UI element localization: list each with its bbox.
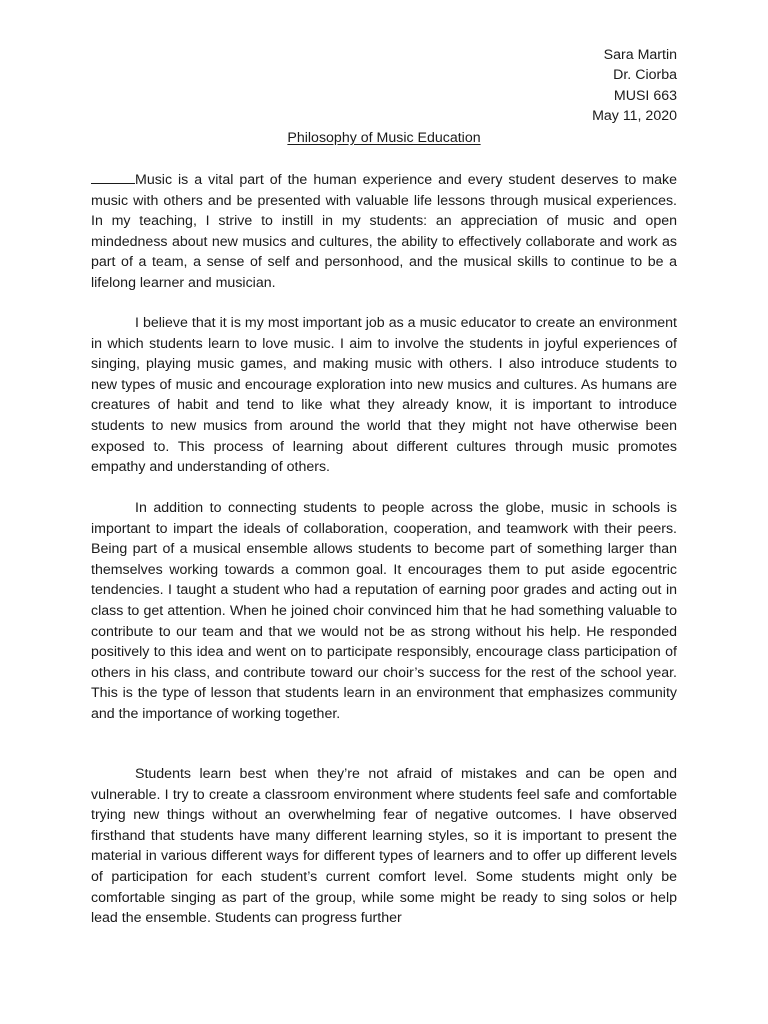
underline-blank xyxy=(91,170,135,184)
paragraph-3-text: In addition to connecting students to people across the globe, music in schools is important to impart the ideals of collaboration, cooperation, and teamwork with their peers. Being part of a musical ensemble allows students to become part of something larger than themselves working towards a common goal. It encourages them to put aside egocentric tendencies. I taught a student who had a reputation of earning poor grades and acting out in class to get attention. When he joined choir convinced him that he had something valuable to contribute to our team and that we would not be as strong without his help. He responded positively to this idea and went on to participate responsibly, encourage class participation of others in his class, and contribute toward our choir’s success for the rest of the school year. This is the type of lesson that students learn in an environment that emphasizes community and the importance of working together. xyxy=(91,500,677,722)
paragraph-4-text: Students learn best when they’re not afraid of mistakes and can be open and vulnerable. I try to create a classroom environment where students feel safe and comfortable trying new things without an overwhelming fear of negative outcomes. I have observed firsthand that students have many different learning styles, so it is important to present the material in various different ways for different types of learners and to offer up different levels of participation for each student’s current comfort level. Some students might only be comfortable singing as part of the group, while some might be ready to sing solos or help lead the ensemble. Students can progress further xyxy=(91,766,677,927)
document-title-text: Philosophy of Music Education xyxy=(287,130,481,146)
paragraph-4 xyxy=(91,764,677,929)
author-name: Sara Martin xyxy=(603,47,677,63)
instructor-name: Dr. Ciorba xyxy=(613,67,677,84)
document-header xyxy=(592,45,677,127)
course-code: MUSI 663 xyxy=(613,87,677,104)
paragraph-2-text: I believe that it is my most important job as a music educator to create an environment in which students learn to love music. I aim to involve the students in joyful experiences of singing, playing music games, and making music with others. I also introduce students to new types of music and encourage exploration into new musics and cultures. As humans are creatures of habit and tend to like what they already know, it is important to introduce students to new musics from around the world that they might not have otherwise been exposed to. This process of learning about different cultures through music promotes empathy and understanding of others. xyxy=(91,315,677,476)
document-title xyxy=(0,128,768,148)
paragraph-1-text: Music is a vital part of the human experience and every student deserves to make music with others and be presented with valuable life lessons through musical experiences. In my teaching, I strive to instill in my students: an appreciation of music and open mindedness about new musics and cultures, the ability to effectively collaborate and work as part of a team, a sense of self and personhood, and the musical skills to continue to be a lifelong learner and musician. xyxy=(91,172,677,291)
paragraph-1 xyxy=(91,170,677,294)
paragraph-2 xyxy=(91,313,677,478)
document-date: May 11, 2020 xyxy=(592,108,677,125)
paragraph-3 xyxy=(91,498,677,725)
